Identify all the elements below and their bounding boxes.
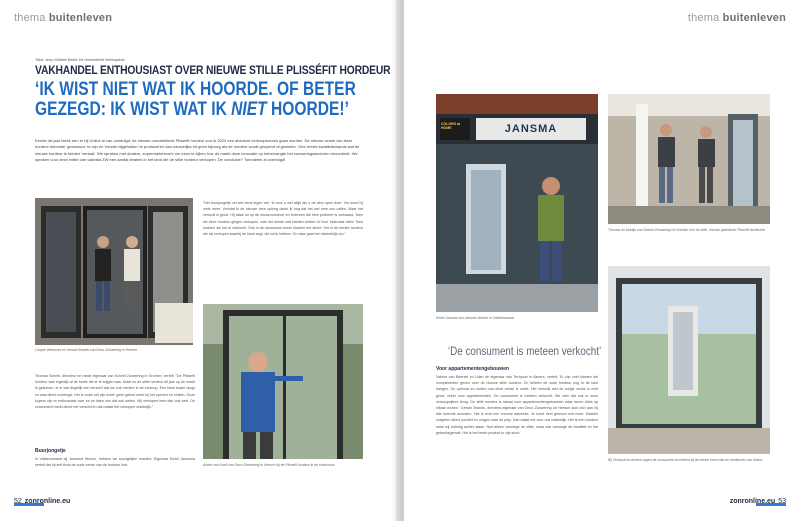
footer-right: [730, 498, 786, 505]
page-number-right: 53: [778, 498, 786, 505]
right-column-text: Sabine van Beersel en Lilian de eigenaar van Techpoel in Almere, vertelt: 'Er zijn veel klanten die complimenten geven over de nieuwe stille hordeur. Ze hebben de oude hordeur nog in de kast hangen. De opbouw en sluiten van deze versie is uniek. Het verschil met de vorige versie is echt groot, zeker voor appartementen. De consument is meteen verkocht. We zien dat ook in onze verkoopcijfers terug. De stille hordeur is ideaal voor appartementengebouwen waar buren dicht op elkaar wonen.' Gerwin Brands, directeur-eigenaar van Deco Zonwering uit Heesch sluit zich aan bij alle lovende woorden. 'Het is echt een enorme aanwinst. Je hoort hem gewoon niet meer. Klanten reageren direct positief en vragen naar de prijs. Dat maakt het voor ons makkelijk. Het is een hordeur waar wij volledig achter staan. Niet alleen vanwege de stilte, maar ook vanwege de kwaliteit en het gebruiksgemak. Het is het beste product in zijn soort.': [436, 375, 598, 435]
footer-left: [14, 498, 70, 505]
column-2-text: "Het buurjongetje zei wel eens tegen me: 'Ik hoor u wel altijd als u de deur open doet.' Nu hoort hij niets meer. Voordat ik de nieuwe deur ophing dacht ik nog dat het wel mee zou vallen. Maar het verschil is groot. Hij staat nu op de showroomvloer en iedereen die hem probeert is verbaasd. Toen we deze hordeur gingen verkopen, was het eerste wat klanten zeiden: ik hoor helemaal niets! Toen hadden we het al verkocht. Ook in de showroom horen klanten het direct. Het is de eerste hordeur die wij verkopen waarbij de klant zegt: die wil ik hebben. En daar gaat het uiteindelijk om.": [203, 201, 363, 237]
caption-photo1: Casper Wiesman en Gerwin Brands van Deco Zonwering in Heesch: [35, 348, 138, 352]
right-page: [404, 0, 800, 521]
left-page: [0, 0, 396, 521]
photo-two-men-door: [35, 198, 193, 345]
shop-sign: JANSMA: [504, 123, 558, 135]
subheading-buurjongetje: Buurjongetje: [35, 448, 66, 454]
column-1-text: Thomas Schmit, directeur en mede-eigenaar van Schmit Zonwering in Gronten, vertelt: "De Plissefit hordeur was eigenlijk al de beste die er te krijgen was. Maar nu de stille hordeur dit jaar op de markt is gekomen, is er wel degelijk een verschil dat we ook merken in de verkoop. Een klant kwam langs en was direct overtuigd. Het is zoals het zijn moet: geen geluid meer bij het openen en sluiten. Onze kopers zijn er enthousiast over en ze laten ons dat ook weten. Wij verkopen hem dan ook veel. De consument merkt direct het verschil en dat maakt het verkopen makkelijk.": [35, 374, 195, 410]
photo-two-men-panels: [608, 94, 770, 224]
subheading-appartementen: Voor appartementengebouwen: [436, 366, 509, 372]
photo-man-pointing: [203, 304, 363, 459]
intro-text: Eerder dit jaar bleek een er bij Unilux al van overtuigd: de nieuwe onrustbhinde Plissefit hordeur zou in 2024 een absoluut verkoopsucces gaan worden. De nieuwe versie van deze hordeur beloofde 'geruisloos' te zijn en 'minder bijgeluiden' te produceren dan nauwelijks tot geen bijvoeg als de hordeur wordt geopend of gesloten. Ons eerste kwaliteitsimpuls wat de nieuwe hordeur te bieden 'verlaat'. We spraken met dealers, supermarktrecent om eens te kijken hoe de markt deze innovatie op hebervangte het zonweringssectoren beoordeelt. We spraken voor deze editie van vakblad ZW een aantal dealers in het land die de stille hordeur verkopen. De conclusie? Toendelen al overtuigd!: [35, 138, 360, 163]
photo-door-screen: [608, 266, 770, 454]
pull-quote: ‘De consument is meteen verkocht’: [448, 344, 602, 358]
caption-pair: Thomas en Martijn van Schmit Zonwering uit Gronten met de stille, nieuwe geluidloze Plissefit hordeuren: [608, 228, 766, 232]
credit-line: Tekst: Jerry Vollstein Beeld: De Hoeveelheid Verkoopdruk: [35, 58, 125, 62]
photo-shopfront: [436, 94, 598, 312]
caption-door: Bij Techpoel in Almere zagen de consument al meteen bij de eerste keren dat de hordeuren van Unilux.: [608, 458, 764, 462]
section-label: thema buitenleven: [14, 12, 113, 24]
column-1-after-text: In Valkenswaard bij Janssma Wonen, hebben we soortgelijke reacties. Eigenaar Emiel Janssma vertelt dat hij zelf thuis de oude versie van de hordeur had.: [35, 457, 195, 468]
kicker: VAKHANDEL ENTHOUSIAST OVER NIEUWE STILLE PLISSÉFIT HORDEUR: [35, 63, 391, 77]
page-number: 52: [14, 498, 22, 505]
shop-side-sign: COLORS at HOME: [441, 122, 461, 130]
caption-photo2: André van Hoek van Deco Zonwering in Heesch bij de Plissefit hordeur in de showroom: [203, 463, 335, 467]
caption-shop: Emiel Jansma van Jansma Wonen in Valkenswaard: [436, 316, 514, 320]
footer-site-right[interactable]: zonronline.eu: [729, 498, 776, 505]
footer-site[interactable]: zonronline.eu: [24, 498, 71, 505]
section-label-right: thema buitenleven: [687, 12, 786, 24]
headline: ‘IK WIST NIET WAT IK HOORDE. OF BETER GEZEGD: IK WIST WAT IK NIET HOORDE!’: [35, 79, 356, 120]
